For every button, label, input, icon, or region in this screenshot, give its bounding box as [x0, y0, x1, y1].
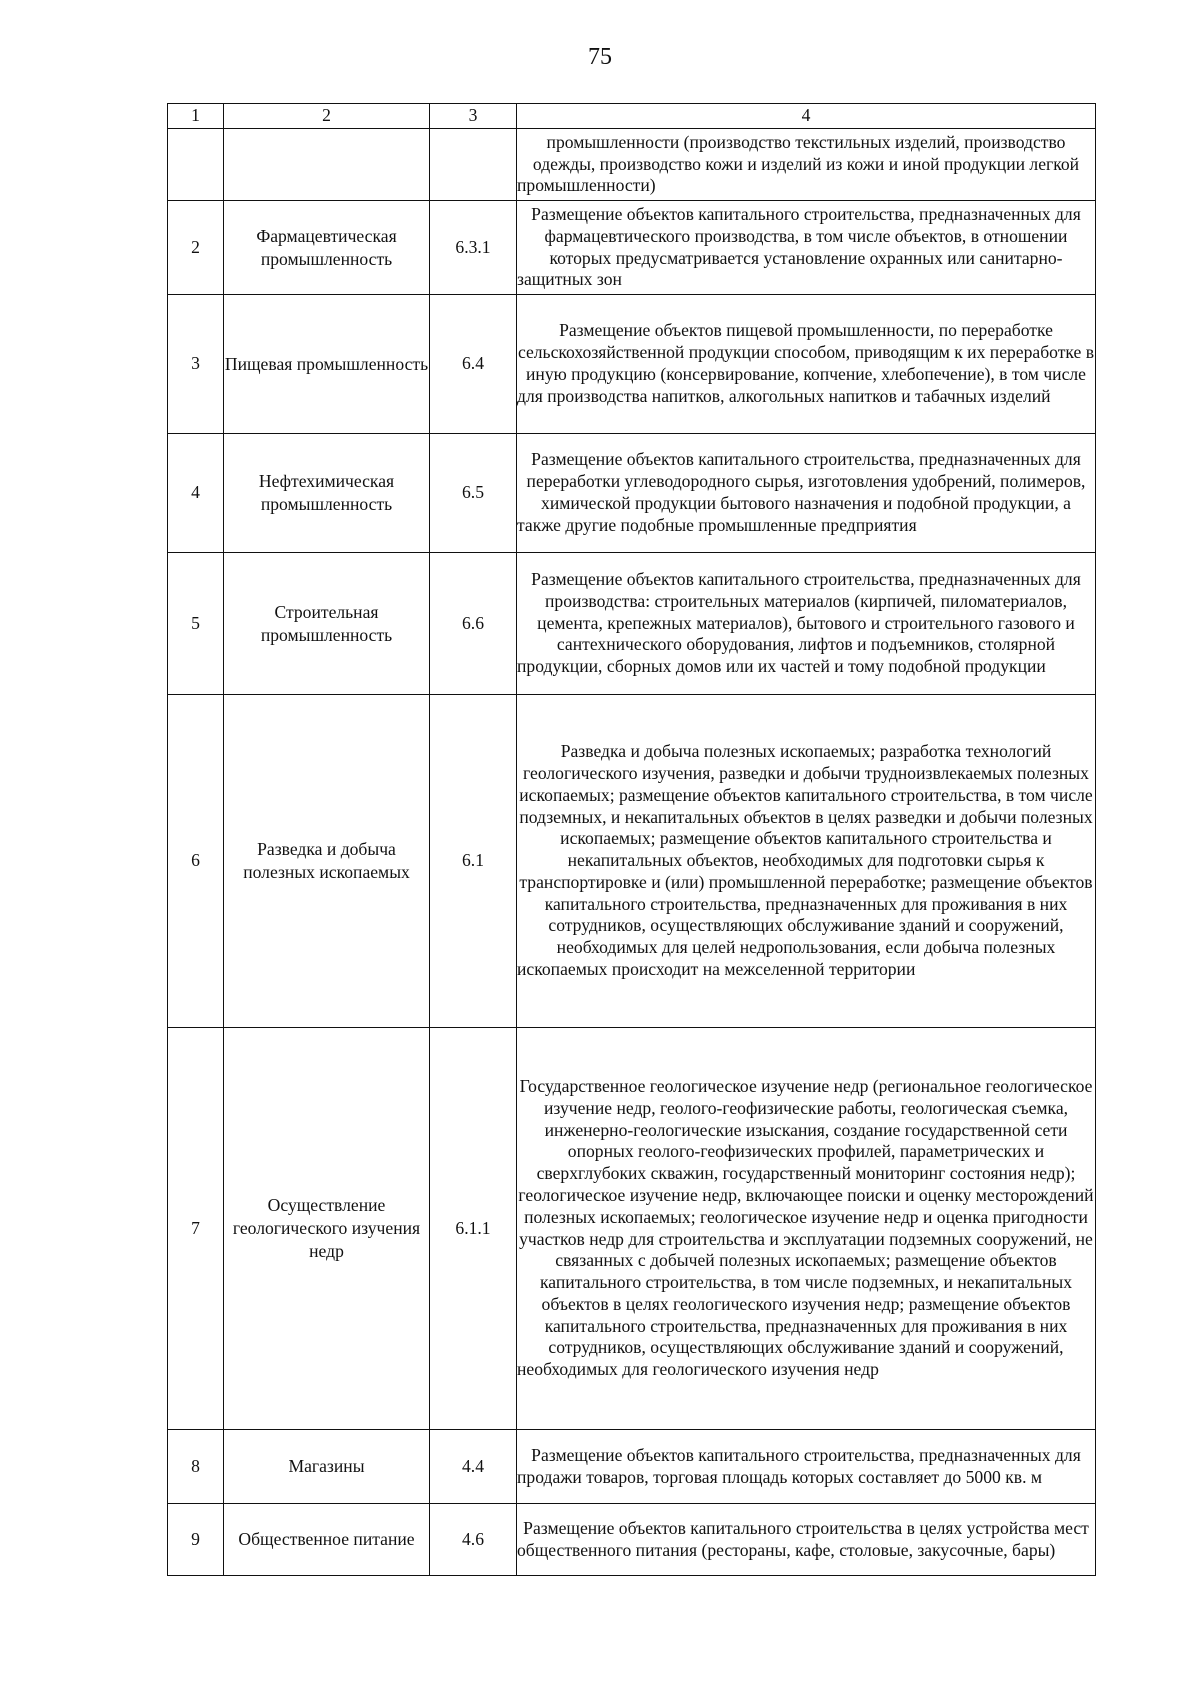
row-code: 6.1.1: [430, 1028, 517, 1430]
row-code: 6.1: [430, 695, 517, 1028]
row-name: Осуществление геологического изучения недр: [224, 1028, 430, 1430]
row-description: Размещение объектов капитального строительства, предназначенных для фармацевтического производства, в том числе объектов, в отношении которых предусматривается установление охранных или санитарно-защитных зон: [517, 201, 1096, 295]
row-name: Общественное питание: [224, 1504, 430, 1576]
table-row: [168, 1504, 1096, 1576]
row-code: 6.3.1: [430, 201, 517, 295]
table-row: [168, 553, 1096, 695]
row-name: Строительная промышленность: [224, 553, 430, 695]
row-code: 6.5: [430, 434, 517, 553]
row-description: Разведка и добыча полезных ископаемых; разработка технологий геологического изучения, разведки и добычи трудноизвлекаемых полезных ископаемых; размещение объектов капитального строительства, в том числе подземных, и некапитальных объектов в целях разведки и добычи полезных ископаемых; размещение объектов капитального строительства и некапитальных объектов, необходимых для подготовки сырья к транспортировке и (или) промышленной переработке; размещение объектов капитального строительства, предназначенных для проживания в них сотрудников, осуществляющих обслуживание зданий и сооружений, необходимых для целей недропользования, если добыча полезных ископаемых происходит на межселенной территории: [517, 695, 1096, 1028]
row-description: Размещение объектов пищевой промышленности, по переработке сельскохозяйственной продукции способом, приводящим к их переработке в иную продукцию (консервирование, копчение, хлебопечение), в том числе для производства напитков, алкогольных напитков и табачных изделий: [517, 295, 1096, 434]
row-code: 4.6: [430, 1504, 517, 1576]
table-header-row: [168, 104, 1096, 129]
row-description: Размещение объектов капитального строительства, предназначенных для продажи товаров, торговая площадь которых составляет до 5000 кв. м: [517, 1430, 1096, 1504]
table-row: [168, 434, 1096, 553]
row-number: 3: [168, 295, 224, 434]
header-col-3: 3: [430, 104, 517, 129]
row-description: промышленности (производство текстильных изделий, производство одежды, производство кожи и изделий из кожи и иной продукции легкой промышленности): [517, 129, 1096, 201]
row-number: [168, 129, 224, 201]
land-use-table: [167, 103, 1096, 1576]
row-name: Фармацевтическая промышленность: [224, 201, 430, 295]
row-number: 6: [168, 695, 224, 1028]
row-code: 4.4: [430, 1430, 517, 1504]
row-name: Магазины: [224, 1430, 430, 1504]
header-col-1: 1: [168, 104, 224, 129]
table-row: [168, 201, 1096, 295]
row-code: 6.4: [430, 295, 517, 434]
row-name: Нефтехимическая промышленность: [224, 434, 430, 553]
row-number: 4: [168, 434, 224, 553]
row-number: 8: [168, 1430, 224, 1504]
row-number: 9: [168, 1504, 224, 1576]
row-description: Размещение объектов капитального строительства, предназначенных для переработки углеводородного сырья, изготовления удобрений, полимеров, химической продукции бытового назначения и подобной продукции, а также другие подобные промышленные предприятия: [517, 434, 1096, 553]
row-number: 2: [168, 201, 224, 295]
header-col-2: 2: [224, 104, 430, 129]
row-code: [430, 129, 517, 201]
row-description: Государственное геологическое изучение недр (региональное геологическое изучение недр, геолого-геофизические работы, геологическая съемка, инженерно-геологические изыскания, создание государственной сети опорных геолого-геофизических профилей, параметрических и сверхглубоких скважин, государственный мониторинг состояния недр); геологическое изучение недр, включающее поиски и оценку месторождений полезных ископаемых; геологическое изучение недр и оценка пригодности участков недр для строительства и эксплуатации подземных сооружений, не связанных с добычей полезных ископаемых; размещение объектов капитального строительства, в том числе подземных, и некапитальных объектов в целях геологического изучения недр; размещение объектов капитального строительства, предназначенных для проживания в них сотрудников, осуществляющих обслуживание зданий и сооружений, необходимых для геологического изучения недр: [517, 1028, 1096, 1430]
row-name: [224, 129, 430, 201]
table-row: [168, 295, 1096, 434]
row-number: 5: [168, 553, 224, 695]
row-number: 7: [168, 1028, 224, 1430]
header-col-4: 4: [517, 104, 1096, 129]
table-row: [168, 695, 1096, 1028]
table-row: [168, 129, 1096, 201]
row-name: Пищевая промышленность: [224, 295, 430, 434]
row-description: Размещение объектов капитального строительства в целях устройства мест общественного питания (рестораны, кафе, столовые, закусочные, бары): [517, 1504, 1096, 1576]
row-description: Размещение объектов капитального строительства, предназначенных для производства: строительных материалов (кирпичей, пиломатериалов, цемента, крепежных материалов), бытового и строительного газового и сантехнического оборудования, лифтов и подъемников, столярной продукции, сборных домов или их частей и тому подобной продукции: [517, 553, 1096, 695]
table-row: [168, 1430, 1096, 1504]
page-number: 75: [588, 44, 612, 70]
row-code: 6.6: [430, 553, 517, 695]
table-row: [168, 1028, 1096, 1430]
row-name: Разведка и добыча полезных ископаемых: [224, 695, 430, 1028]
